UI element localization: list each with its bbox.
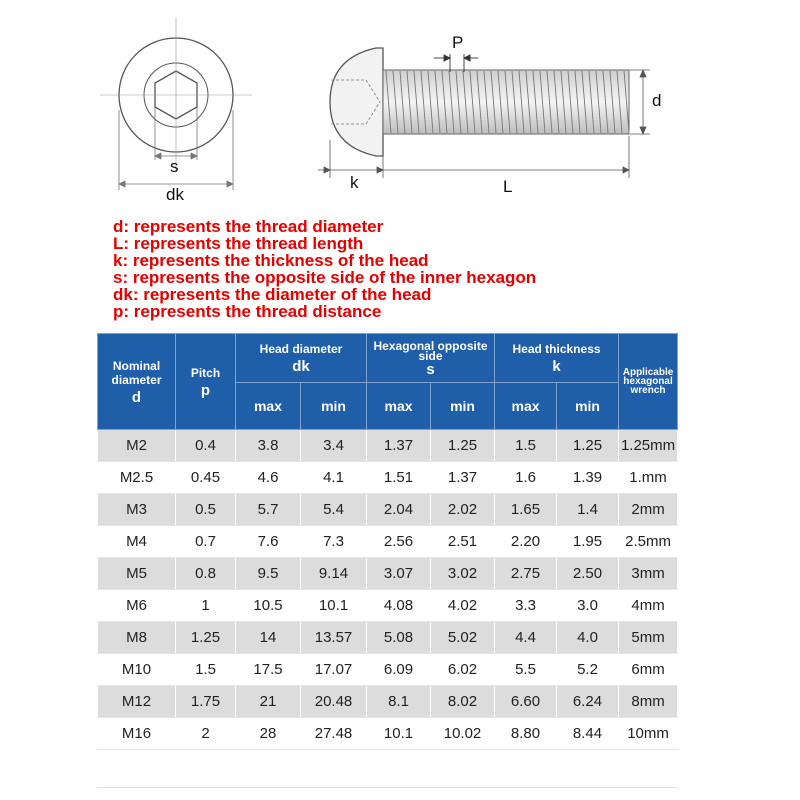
cell-s-min: 8.02 [431, 686, 495, 718]
cell-wrench: 1.mm [619, 462, 678, 494]
table-row [98, 622, 678, 654]
cell-k-min: 3.0 [557, 590, 619, 622]
header-wrench [619, 334, 678, 430]
p-dimension [434, 54, 478, 72]
cell-k-min: 8.44 [557, 718, 619, 750]
cell-nominal: M12 [98, 686, 176, 718]
cell-nominal: M16 [98, 718, 176, 750]
cell-s-max: 8.1 [367, 686, 431, 718]
header-head-diameter [236, 334, 367, 383]
cell-k-max: 1.6 [495, 462, 557, 494]
cell-dk-max: 3.8 [236, 430, 301, 462]
cell-s-max: 10.1 [367, 718, 431, 750]
cell-nominal: M10 [98, 654, 176, 686]
cell-s-max: 2.04 [367, 494, 431, 526]
cell-k-min: 1.25 [557, 430, 619, 462]
cell-wrench: 10mm [619, 718, 678, 750]
cell-k-min: 2.50 [557, 558, 619, 590]
cell-pitch: 2 [176, 718, 236, 750]
cell-k-max: 2.75 [495, 558, 557, 590]
cell-dk-max: 5.7 [236, 494, 301, 526]
cell-dk-max: 21 [236, 686, 301, 718]
header-nominal-label: Nominal diameter [111, 358, 162, 387]
cell-k-min: 1.4 [557, 494, 619, 526]
definition-d: d: represents the thread diameter [113, 217, 384, 236]
header-dk-min: min [301, 383, 367, 430]
L-dimension [383, 136, 629, 178]
dk-label: dk [166, 185, 184, 204]
cell-s-min: 10.02 [431, 718, 495, 750]
cell-wrench: 1.25mm [619, 430, 678, 462]
d-label: d [652, 91, 662, 110]
cell-nominal: M3 [98, 494, 176, 526]
definitions-list [113, 218, 793, 320]
cell-k-max: 4.4 [495, 622, 557, 654]
table-row [98, 430, 678, 462]
cell-nominal: M8 [98, 622, 176, 654]
k-label: k [350, 173, 359, 192]
cell-nominal: M2.5 [98, 462, 176, 494]
header-pitch-symbol: p [200, 381, 211, 399]
definition-dk: dk: represents the diameter of the head [113, 285, 432, 304]
cell-dk-min: 17.07 [301, 654, 367, 686]
empty-cell [98, 750, 678, 788]
cell-s-min: 2.51 [431, 526, 495, 558]
cell-wrench: 2.5mm [619, 526, 678, 558]
cell-pitch: 0.45 [176, 462, 236, 494]
cell-dk-min: 4.1 [301, 462, 367, 494]
header-head-diameter-symbol: dk [292, 358, 310, 375]
cell-dk-min: 27.48 [301, 718, 367, 750]
cell-dk-min: 20.48 [301, 686, 367, 718]
cell-dk-min: 13.57 [301, 622, 367, 654]
header-k-max: max [495, 383, 557, 430]
cell-s-min: 3.02 [431, 558, 495, 590]
cell-dk-max: 10.5 [236, 590, 301, 622]
cell-k-max: 3.3 [495, 590, 557, 622]
cell-nominal: M4 [98, 526, 176, 558]
cell-pitch: 1.5 [176, 654, 236, 686]
table-row-empty [98, 750, 678, 788]
header-k-min: min [557, 383, 619, 430]
head-front-view [100, 18, 252, 172]
header-head-thickness-symbol: k [552, 358, 561, 375]
cell-k-max: 6.60 [495, 686, 557, 718]
cell-k-min: 1.95 [557, 526, 619, 558]
table-row [98, 558, 678, 590]
cell-s-min: 6.02 [431, 654, 495, 686]
header-hex-side-label: Hexagonal opposite side [373, 339, 488, 363]
cell-dk-min: 7.3 [301, 526, 367, 558]
cell-s-min: 2.02 [431, 494, 495, 526]
table-row [98, 462, 678, 494]
cell-s-max: 4.08 [367, 590, 431, 622]
cell-k-min: 5.2 [557, 654, 619, 686]
cell-k-min: 4.0 [557, 622, 619, 654]
table-row [98, 686, 678, 718]
cell-nominal: M6 [98, 590, 176, 622]
L-label: L [503, 177, 513, 196]
header-nominal-symbol: d [131, 388, 142, 406]
cell-k-max: 1.5 [495, 430, 557, 462]
cell-dk-min: 10.1 [301, 590, 367, 622]
cell-k-min: 1.39 [557, 462, 619, 494]
cell-pitch: 1.25 [176, 622, 236, 654]
cell-nominal: M2 [98, 430, 176, 462]
definition-s: s: represents the opposite side of the inner hexagon [113, 268, 537, 287]
header-dk-max: max [236, 383, 301, 430]
header-pitch [176, 334, 236, 430]
cell-k-min: 6.24 [557, 686, 619, 718]
cell-wrench: 3mm [619, 558, 678, 590]
header-wrench-label: Applicable hexagonal wrench [622, 367, 674, 396]
cell-s-max: 2.56 [367, 526, 431, 558]
header-hex-side-symbol: s [426, 361, 435, 378]
table-row [98, 526, 678, 558]
header-nominal [98, 334, 176, 430]
cell-dk-min: 5.4 [301, 494, 367, 526]
p-label: P [452, 33, 464, 52]
screw-side-view [330, 48, 629, 156]
cell-dk-max: 4.6 [236, 462, 301, 494]
cell-wrench: 5mm [619, 622, 678, 654]
cell-s-max: 3.07 [367, 558, 431, 590]
cell-wrench: 6mm [619, 654, 678, 686]
s-label: s [170, 157, 179, 176]
cell-s-max: 5.08 [367, 622, 431, 654]
cell-s-min: 1.25 [431, 430, 495, 462]
header-s-max: max [367, 383, 431, 430]
cell-pitch: 0.5 [176, 494, 236, 526]
cell-k-max: 8.80 [495, 718, 557, 750]
cell-nominal: M5 [98, 558, 176, 590]
cell-dk-min: 3.4 [301, 430, 367, 462]
cell-s-min: 5.02 [431, 622, 495, 654]
cell-s-max: 1.37 [367, 430, 431, 462]
cell-s-min: 4.02 [431, 590, 495, 622]
cell-s-min: 1.37 [431, 462, 495, 494]
header-head-diameter-label: Head diameter [259, 342, 343, 356]
cell-pitch: 0.4 [176, 430, 236, 462]
cell-s-max: 1.51 [367, 462, 431, 494]
definition-k: k: represents the thickness of the head [113, 251, 429, 270]
spec-table [97, 333, 678, 788]
table-row [98, 494, 678, 526]
cell-dk-max: 17.5 [236, 654, 301, 686]
cell-dk-max: 9.5 [236, 558, 301, 590]
cell-k-max: 5.5 [495, 654, 557, 686]
definition-L: L: represents the thread length [113, 234, 364, 253]
cell-s-max: 6.09 [367, 654, 431, 686]
cell-pitch: 0.8 [176, 558, 236, 590]
d-dimension [630, 70, 650, 134]
cell-k-max: 1.65 [495, 494, 557, 526]
cell-k-max: 2.20 [495, 526, 557, 558]
table-row [98, 718, 678, 750]
cell-dk-max: 14 [236, 622, 301, 654]
cell-wrench: 4mm [619, 590, 678, 622]
header-head-thickness-label: Head thickness [512, 342, 601, 356]
table-row [98, 590, 678, 622]
cell-dk-min: 9.14 [301, 558, 367, 590]
cell-wrench: 2mm [619, 494, 678, 526]
header-s-min: min [431, 383, 495, 430]
cell-pitch: 1.75 [176, 686, 236, 718]
cell-dk-max: 28 [236, 718, 301, 750]
cell-pitch: 0.7 [176, 526, 236, 558]
screw-diagram [0, 0, 800, 215]
header-head-thickness [495, 334, 619, 383]
cell-dk-max: 7.6 [236, 526, 301, 558]
header-hex-side [367, 334, 495, 383]
cell-wrench: 8mm [619, 686, 678, 718]
cell-pitch: 1 [176, 590, 236, 622]
definition-p: p: represents the thread distance [113, 302, 382, 321]
header-pitch-label: Pitch [190, 365, 221, 380]
table-row [98, 654, 678, 686]
